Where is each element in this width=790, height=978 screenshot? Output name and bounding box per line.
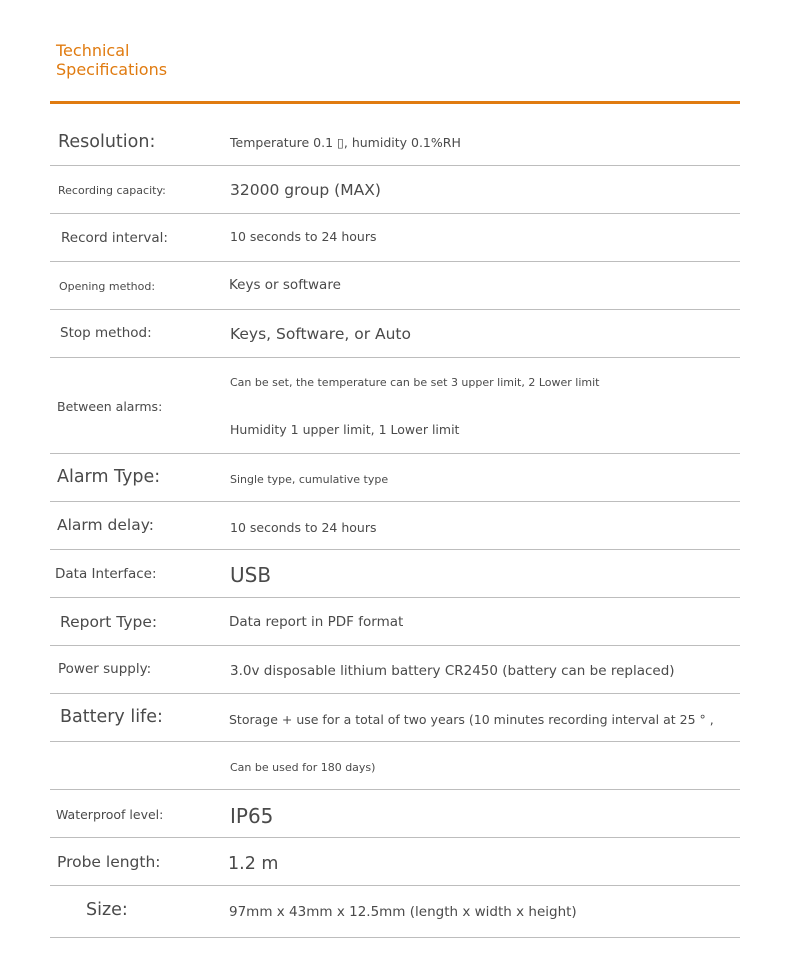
spec-value: 3.0v disposable lithium battery CR2450 (battery can be replaced): [230, 663, 675, 679]
title-divider: [50, 101, 740, 104]
spec-row-probe-length: [50, 838, 740, 886]
spec-row-record-interval: [50, 214, 740, 262]
spec-value: 10 seconds to 24 hours: [230, 228, 377, 244]
spec-value: 1.2 m: [228, 854, 279, 874]
spec-row-between-alarms: [50, 358, 740, 454]
spec-row-data-interface: [50, 550, 740, 598]
spec-label: Power supply:: [58, 661, 152, 677]
spec-value: Keys or software: [229, 277, 341, 293]
spec-label: Size:: [86, 900, 128, 920]
spec-label: Battery life:: [60, 707, 163, 727]
spec-label: Opening method:: [59, 279, 156, 293]
spec-label: Recording capacity:: [58, 183, 166, 197]
spec-row-power-supply: [50, 646, 740, 694]
spec-value: Can be used for 180 days): [230, 760, 376, 774]
spec-row-report-type: [50, 598, 740, 646]
spec-value-line: Humidity 1 upper limit, 1 Lower limit: [230, 421, 460, 437]
spec-row-alarm-type: [50, 454, 740, 502]
spec-value: USB: [230, 563, 272, 587]
spec-value: Single type, cumulative type: [230, 472, 389, 486]
spec-label: Report Type:: [60, 613, 158, 631]
spec-row-resolution: [50, 118, 740, 166]
spec-label: Waterproof level:: [56, 806, 164, 822]
spec-row-battery-life-continued: [50, 742, 740, 790]
section-title: Technical Specifications: [56, 41, 168, 79]
spec-table: [50, 118, 740, 938]
spec-row-battery-life: [50, 694, 740, 742]
spec-value: 97mm x 43mm x 12.5mm (length x width x height): [229, 904, 577, 920]
spec-value-line: Can be set, the temperature can be set 3 upper limit, 2 Lower limit: [230, 375, 600, 389]
spec-row-size: [50, 886, 740, 938]
spec-row-opening-method: [50, 262, 740, 310]
spec-value: [230, 358, 740, 454]
spec-value: IP65: [230, 804, 274, 828]
spec-value: 10 seconds to 24 hours: [230, 519, 377, 535]
spec-value: 32000 group (MAX): [230, 181, 381, 199]
spec-label: Resolution:: [58, 132, 156, 152]
spec-label: Probe length:: [57, 853, 161, 871]
spec-label: Alarm delay:: [57, 516, 154, 534]
spec-label: Data Interface:: [55, 566, 157, 582]
spec-label: Stop method:: [60, 325, 152, 341]
spec-label: Between alarms:: [57, 398, 163, 414]
spec-value: Data report in PDF format: [229, 614, 404, 630]
spec-label: [56, 742, 226, 790]
spec-row-waterproof-level: [50, 790, 740, 838]
spec-row-stop-method: [50, 310, 740, 358]
spec-row-alarm-delay: [50, 502, 740, 550]
spec-value: Keys, Software, or Auto: [230, 325, 411, 343]
spec-value: Temperature 0.1 ▯, humidity 0.1%RH: [230, 134, 461, 150]
spec-label: Alarm Type:: [57, 467, 161, 487]
spec-label: Record interval:: [61, 230, 168, 246]
spec-row-recording-capacity: [50, 166, 740, 214]
spec-value: Storage + use for a total of two years (10 minutes recording interval at 25 ° ,: [229, 711, 714, 727]
